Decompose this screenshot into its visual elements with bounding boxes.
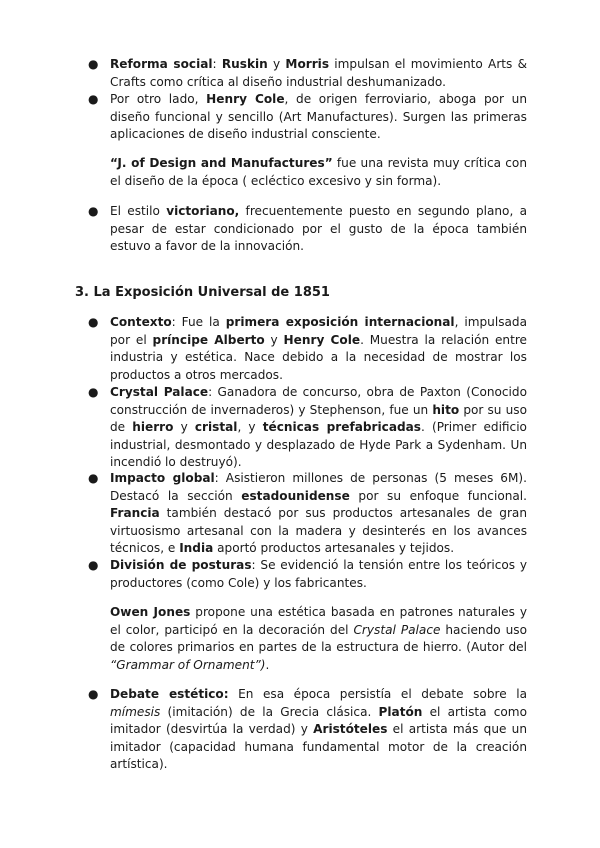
text-run: impulsan el movimiento Arts & Crafts como crítica al diseño industrial deshumanizado.: [110, 57, 528, 89]
bullet-marker: ●: [88, 687, 99, 701]
bullet-contexto: [110, 314, 527, 384]
text-run: : Ganadora de concurso, obra de Paxton (Conocido construcción de invernaderos) y Stephenson, fue un: [110, 385, 527, 417]
text-run: aportó productos artesanales y tejidos.: [213, 541, 455, 555]
text-run: : Fue la: [171, 315, 226, 329]
text-run: también destacó por sus productos artesanales de gran virtuosismo artesanal con la madera y desinterés en los avances técnicos, e: [110, 506, 527, 555]
bold-text-run: príncipe Alberto: [152, 332, 265, 347]
bold-text-run: Platón: [378, 704, 423, 719]
text-run: y: [264, 332, 284, 347]
bold-text-run: hito: [432, 402, 460, 417]
section-heading: 3. La Exposición Universal de 1851: [75, 285, 330, 300]
text-run: , y: [237, 420, 263, 434]
bold-text-run: estadounidense: [241, 488, 350, 503]
text-run: y: [267, 57, 286, 71]
text-run: :: [212, 57, 222, 71]
text-run: (imitación) de la Grecia clásica.: [160, 704, 379, 719]
owen-jones-paragraph: [110, 604, 527, 674]
text-run: : Asistieron millones de personas (5 meses 6M). Destacó la sección: [110, 471, 527, 503]
bullet-marker: ●: [88, 385, 99, 399]
bullet-marker: ●: [88, 57, 99, 71]
bullet-marker: ●: [88, 204, 99, 218]
text-run: . Muestra la relación entre industria y estética. Nace debido a la necesidad de mostrar los productos a otros mercados.: [110, 332, 527, 382]
text-run: , impulsada por el: [110, 315, 527, 347]
text-run: , de origen ferroviario, aboga por un diseño funcional y sencillo (Art Manufactures). Surgen las primeras aplicaciones de diseño industrial consciente.: [110, 92, 527, 141]
bold-text-run: cristal: [194, 420, 238, 434]
italic-text-run: mímesis: [110, 704, 161, 719]
text-run: por su uso de: [110, 402, 527, 434]
text-run: .: [265, 657, 270, 672]
bold-text-run: técnicas prefabricadas: [262, 420, 422, 434]
bullet-impacto-global: [110, 470, 527, 558]
text-run: . (Primer edificio industrial, desmontado y desplazado de Hyde Park a Sydenham. Un incendió lo destruyó).: [110, 420, 527, 469]
italic-text-run: Crystal Palace: [353, 622, 441, 637]
text-run: haciendo uso de colores primarios en partes de la estructura de hierro. (Autor del: [110, 622, 528, 654]
bold-text-run: “J. of Design and Manufactures”: [110, 156, 333, 170]
bullet-henry-cole: [110, 91, 527, 144]
text-run: En esa época persistía el debate sobre la: [228, 687, 527, 701]
text-run: fue una revista muy crítica con el diseño de la época ( ecléctico excesivo y sin forma).: [110, 156, 527, 188]
bullet-marker: ●: [88, 558, 99, 572]
text-run: frecuentemente puesto en segundo plano, a pesar de estar condicionado por el gusto de la época también estuvo a favor de la innovación.: [110, 204, 527, 253]
journal-note-paragraph: [110, 155, 527, 190]
bold-text-run: Morris: [285, 57, 330, 71]
bullet-reforma-social: [110, 56, 527, 91]
bold-text-run: División de posturas: [110, 558, 252, 572]
bullet-debate-estetico: [110, 686, 527, 774]
bullet-division-posturas: [110, 557, 527, 592]
bullet-marker: ●: [88, 92, 99, 106]
bullet-marker: ●: [88, 471, 99, 485]
bold-text-run: primera exposición internacional: [225, 315, 455, 329]
bold-text-run: hierro: [132, 420, 174, 434]
bullet-victoriano: [110, 203, 527, 256]
bold-text-run: Owen Jones: [110, 605, 191, 619]
text-run: : Se evidenció la tensión entre los teóricos y productores (como Cole) y los fabricantes.: [110, 558, 527, 590]
bold-text-run: victoriano,: [166, 204, 240, 218]
bold-text-run: India: [179, 541, 214, 555]
bold-text-run: Ruskin: [221, 57, 268, 71]
bold-text-run: Contexto: [110, 315, 172, 329]
bold-text-run: Henry Cole: [206, 92, 285, 106]
bold-text-run: Aristóteles: [313, 722, 388, 736]
text-run: el artista como imitador (desvirtúa la verdad) y: [110, 704, 527, 736]
bold-text-run: Impacto global: [110, 471, 215, 485]
text-run: por su enfoque funcional.: [349, 488, 527, 503]
text-run: Por otro lado,: [110, 92, 207, 106]
text-run: y: [173, 420, 195, 434]
text-run: propone una estética basada en patrones naturales y el color, participó en la decoración del: [110, 605, 527, 637]
bullet-crystal-palace: [110, 384, 527, 472]
bold-text-run: Reforma social: [110, 57, 213, 71]
bullet-marker: ●: [88, 315, 99, 329]
bold-text-run: Crystal Palace: [110, 385, 209, 399]
italic-text-run: “Grammar of Ornament”): [110, 657, 266, 672]
bold-text-run: Henry Cole: [283, 332, 361, 347]
text-run: el artista más que un imitador (capacidad humana fundamental motor de la creación artística).: [110, 722, 527, 771]
bold-text-run: Francia: [110, 506, 160, 520]
bold-text-run: Debate estético:: [110, 687, 229, 701]
text-run: El estilo: [110, 204, 167, 218]
